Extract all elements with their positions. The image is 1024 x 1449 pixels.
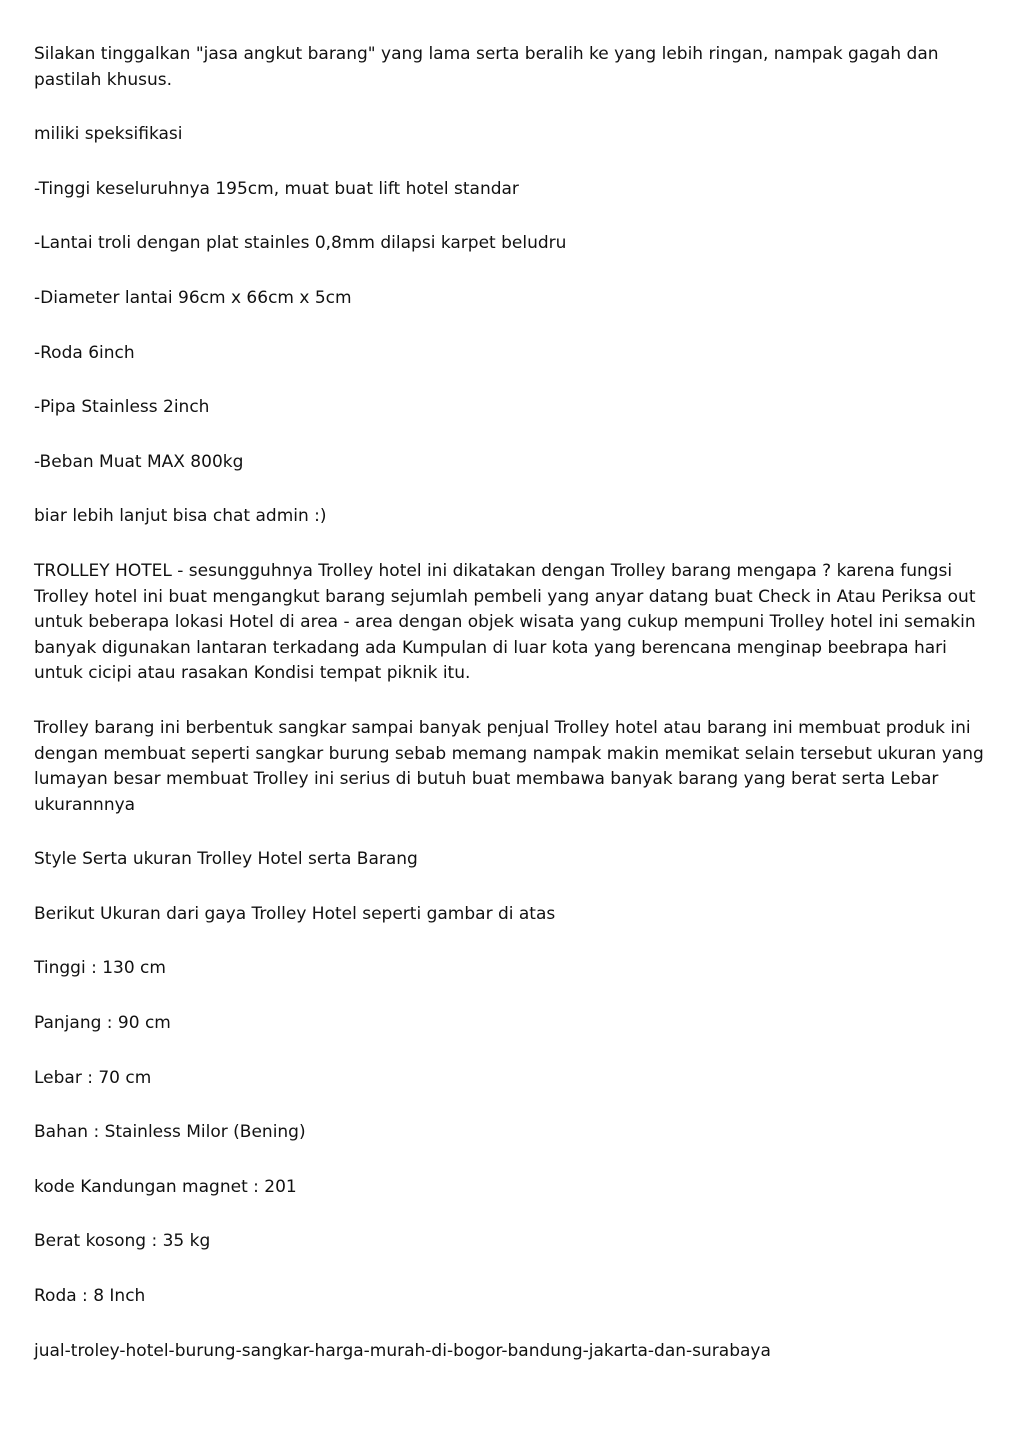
spec-item-load: -Beban Muat MAX 800kg (34, 451, 244, 472)
size-item-material: Bahan : Stainless Milor (Bening) (34, 1122, 306, 1143)
style-size-heading: Style Serta ukuran Trolley Hotel serta Barang (34, 849, 418, 870)
size-item-empty-weight: Berat kosong : 35 kg (34, 1231, 211, 1252)
spec-item-diameter: -Diameter lantai 96cm x 66cm x 5cm (34, 287, 352, 308)
size-item-width: Lebar : 70 cm (34, 1067, 152, 1088)
spec-item-pipe: -Pipa Stainless 2inch (34, 397, 210, 418)
document-body (34, 42, 990, 1393)
trolley-barang-paragraph: Trolley barang ini berbentuk sangkar sampai banyak penjual Trolley hotel atau barang ini membuat produk ini dengan membuat seperti sangkar burung sebab memang nampak makin memikat selain tersebut ukuran yang lumayan besar membuat Trolley ini serius di butuh buat membawa banyak barang yang berat serta Lebar ukurannnya (34, 717, 984, 815)
size-item-length: Panjang : 90 cm (34, 1013, 171, 1034)
spec-item-floor: -Lantai troli dengan plat stainles 0,8mm dilapsi karpet beludru (34, 233, 567, 254)
size-item-wheel: Roda : 8 Inch (34, 1286, 146, 1307)
spec-item-wheel: -Roda 6inch (34, 342, 135, 363)
size-item-height: Tinggi : 130 cm (34, 958, 166, 979)
contact-admin-text: biar lebih lanjut bisa chat admin :) (34, 506, 327, 527)
intro-paragraph: Silakan tinggalkan "jasa angkut barang" yang lama serta beralih ke yang lebih ringan, nampak gagah dan pastilah khusus. (34, 44, 939, 90)
spec-heading: miliki speksifikasi (34, 124, 183, 145)
spec-item-height: -Tinggi keseluruhnya 195cm, muat buat lift hotel standar (34, 178, 519, 199)
trolley-hotel-paragraph: TROLLEY HOTEL - sesungguhnya Trolley hotel ini dikatakan dengan Trolley barang mengapa ? karena fungsi Trolley hotel ini buat mengangkut barang sejumlah pembeli yang anyar datang buat Check in Atau Periksa out untuk beberapa lokasi Hotel di area - area dengan objek wisata yang cukup mempuni Trolley hotel ini semakin banyak digunakan lantaran terkadang ada Kumpulan di luar kota yang berencana menginap beebrapa hari untuk cicipi atau rasakan Kondisi tempat piknik itu. (34, 560, 976, 684)
size-intro-text: Berikut Ukuran dari gaya Trolley Hotel seperti gambar di atas (34, 903, 556, 924)
size-item-magnet-code: kode Kandungan magnet : 201 (34, 1176, 297, 1197)
slug-text: jual-troley-hotel-burung-sangkar-harga-murah-di-bogor-bandung-jakarta-dan-surabaya (34, 1340, 771, 1361)
